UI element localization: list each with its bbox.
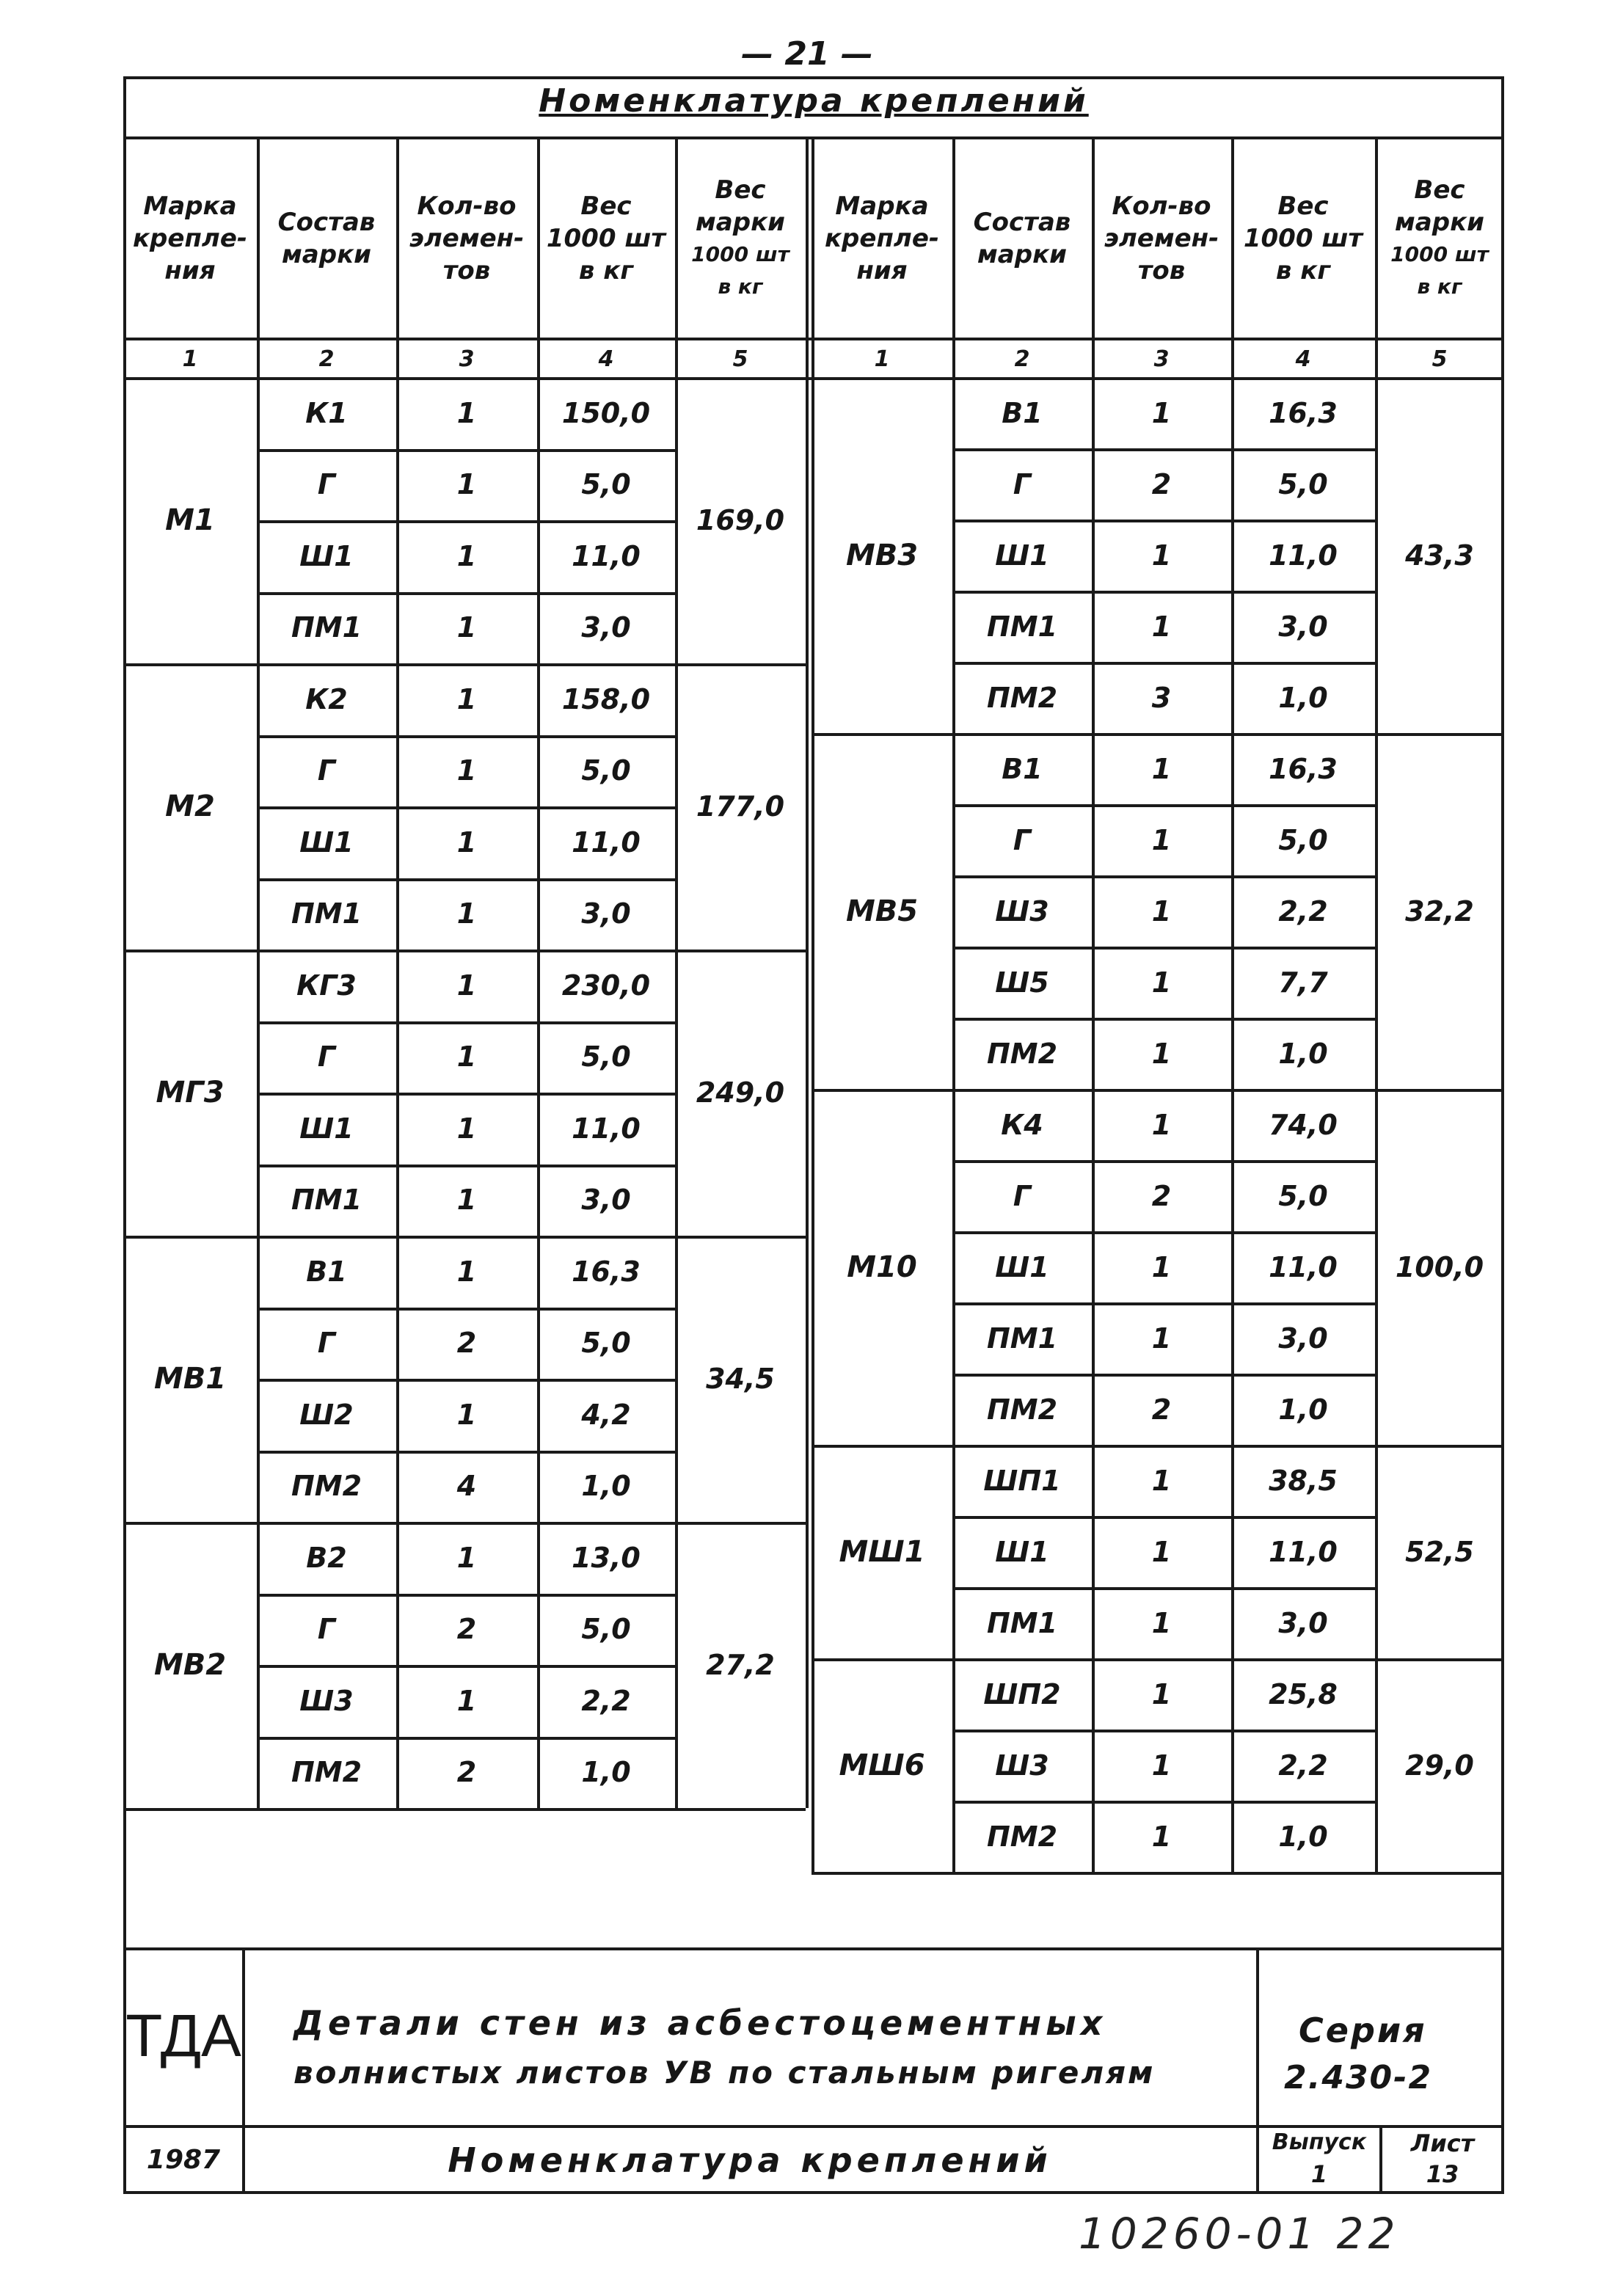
sheet-value: 13 — [1426, 2160, 1459, 2188]
right-mark-total: 43,3 — [1405, 539, 1474, 572]
right-table-cell: 1,0 — [1278, 1037, 1328, 1070]
right-table-cell: 16,3 — [1269, 752, 1338, 785]
right-table-cell: 1 — [1151, 966, 1172, 999]
left-table-cell: ПМ2 — [291, 1756, 362, 1789]
right-header-composition-line: марки — [977, 240, 1067, 269]
right-row-line — [952, 448, 1375, 451]
left-column-line — [396, 139, 399, 1808]
left-row-line — [257, 1093, 675, 1096]
right-table-cell: 7,7 — [1278, 966, 1328, 999]
right-header-markweight — [1375, 139, 1504, 338]
right-table-cell: 11,0 — [1269, 539, 1338, 572]
right-row-line — [952, 875, 1375, 878]
right-table-cell: 1 — [1151, 1677, 1172, 1710]
right-header-markweight-line: Вес — [1414, 175, 1465, 205]
right-table-cell: 1 — [1151, 752, 1172, 785]
left-table-cell: ПМ2 — [291, 1470, 362, 1503]
description-line-2: волнистых листов УВ по стальным ригелям — [293, 2055, 1156, 2091]
right-mark-total: 52,5 — [1405, 1535, 1474, 1568]
left-row-line — [257, 1594, 675, 1597]
right-table-cell: 2,2 — [1278, 1749, 1328, 1782]
right-mark-cell: М10 — [847, 1250, 917, 1284]
left-table-cell: 1 — [456, 539, 477, 572]
right-table-cell: 1 — [1151, 823, 1172, 856]
right-column-line — [1092, 139, 1095, 1872]
right-table-cell: 1,0 — [1278, 1820, 1328, 1853]
right-table-cell: 5,0 — [1278, 467, 1328, 500]
left-header-mark — [123, 139, 257, 338]
left-table-cell: 4,2 — [581, 1398, 631, 1431]
left-header-count — [396, 139, 537, 338]
left-table-cell: В2 — [306, 1541, 347, 1574]
right-mark-cell: МШ6 — [839, 1748, 925, 1782]
left-table-cell: 1 — [456, 1541, 477, 1574]
left-header-count-line: тов — [442, 256, 491, 285]
right-row-line — [952, 1801, 1375, 1804]
left-table-cell: 3,0 — [581, 897, 631, 930]
left-table-cell: 5,0 — [581, 754, 631, 787]
left-row-line — [257, 520, 675, 523]
right-header-composition-line: Состав — [973, 208, 1071, 237]
left-row-line — [257, 449, 675, 452]
left-row-line — [257, 1379, 675, 1382]
left-table-cell: 1 — [456, 969, 477, 1002]
right-row-line — [952, 591, 1375, 594]
right-row-line — [952, 804, 1375, 807]
right-table-cell: 1 — [1151, 1037, 1172, 1070]
sheet-label: Лист — [1410, 2129, 1475, 2157]
right-table-cell: 2,2 — [1278, 894, 1328, 927]
left-table-cell: 1 — [456, 1684, 477, 1717]
right-mark-total: 32,2 — [1405, 894, 1474, 927]
sheet-title: Номенклатура креплений — [448, 2140, 1052, 2180]
right-header-weight1000-line: Вес — [1277, 192, 1329, 221]
left-header-mark-line: Марка — [143, 192, 237, 221]
right-table-cell: 1 — [1151, 396, 1172, 429]
right-column-number: 5 — [1432, 346, 1448, 372]
left-table-cell: 11,0 — [572, 539, 641, 572]
left-header-count-line: Кол-во — [417, 192, 517, 221]
title-block-series-divider — [1256, 1947, 1259, 2194]
left-table-cell: 1 — [456, 897, 477, 930]
left-header-markweight-line: марки — [696, 208, 785, 237]
right-table-cell: ПМ2 — [986, 1393, 1058, 1426]
left-header-mark-line: ния — [164, 256, 216, 285]
left-table-cell: 1 — [456, 682, 477, 715]
right-header-mark-line: ния — [856, 256, 908, 285]
left-column-number: 4 — [598, 346, 614, 372]
left-column-line — [257, 139, 260, 1808]
right-row-line — [952, 1160, 1375, 1163]
left-table-cell: ПМ1 — [291, 897, 362, 930]
left-row-line — [257, 1021, 675, 1024]
left-table-cell: 3,0 — [581, 1184, 631, 1217]
right-table-cell: В1 — [1002, 752, 1043, 785]
left-table-cell: Ш1 — [299, 1112, 354, 1145]
right-table-cell: Г — [1013, 467, 1032, 500]
right-column-number: 4 — [1295, 346, 1311, 372]
right-table-cell: 1 — [1151, 1464, 1172, 1497]
left-table-cell: 5,0 — [581, 468, 631, 501]
left-header-markweight-line: 1000 шт — [691, 242, 789, 266]
right-column-number: 2 — [1014, 346, 1030, 372]
organization-logo: ТДА — [125, 2002, 241, 2069]
left-table-cell: 4 — [456, 1470, 477, 1503]
right-row-line — [952, 1516, 1375, 1519]
right-table-cell: Ш5 — [995, 966, 1049, 999]
left-table-cell: 16,3 — [572, 1255, 641, 1288]
right-table-cell: 1 — [1151, 1535, 1172, 1568]
left-header-markweight-line: Вес — [715, 175, 766, 205]
right-table-cell: 1 — [1151, 1606, 1172, 1639]
right-header-mark — [812, 139, 952, 338]
left-mark-total: 249,0 — [696, 1076, 785, 1109]
right-row-line — [952, 520, 1375, 522]
left-column-number: 2 — [318, 346, 335, 372]
left-mark-total: 27,2 — [706, 1649, 775, 1681]
left-column-number: 1 — [182, 346, 198, 372]
issue-value: 1 — [1310, 2160, 1328, 2188]
right-column-number: 1 — [874, 346, 890, 372]
left-mark-cell: МВ1 — [153, 1362, 227, 1396]
left-table-cell: 3,0 — [581, 611, 631, 644]
left-row-line — [257, 878, 675, 881]
left-header-mark-line: крепле- — [132, 224, 248, 253]
left-group-line — [123, 1808, 806, 1811]
right-table-cell: 3 — [1151, 681, 1172, 714]
left-table-cell: Г — [317, 1327, 336, 1360]
right-header-markweight-line: марки — [1395, 208, 1484, 237]
right-table-cell: К4 — [1001, 1108, 1043, 1141]
left-table-cell: 2 — [456, 1327, 477, 1360]
left-mark-cell: МВ2 — [153, 1648, 227, 1682]
right-table-cell: Ш1 — [995, 539, 1049, 572]
right-table-cell: 1 — [1151, 610, 1172, 643]
left-header-count-line: элемен- — [409, 224, 525, 253]
left-table-cell: Ш1 — [299, 539, 354, 572]
page-number: — 21 — — [741, 35, 873, 73]
right-table-cell: Ш3 — [995, 894, 1049, 927]
right-header-weight1000 — [1231, 139, 1375, 338]
right-table-cell: 2 — [1151, 467, 1172, 500]
left-table-cell: Ш2 — [299, 1398, 354, 1431]
left-table-cell: Г — [317, 1041, 336, 1074]
left-table-cell: К1 — [305, 396, 348, 429]
series-value: 2.430-2 — [1284, 2059, 1433, 2096]
right-table-cell: 3,0 — [1278, 1322, 1328, 1355]
left-column-line — [675, 139, 678, 1808]
left-table-cell: 150,0 — [561, 396, 651, 429]
left-table-cell: Г — [317, 468, 336, 501]
left-column-number: 3 — [459, 346, 475, 372]
left-table-cell: 2 — [456, 1613, 477, 1646]
left-row-line — [257, 1665, 675, 1668]
left-column-number: 5 — [732, 346, 748, 372]
right-column-line — [1231, 139, 1234, 1872]
right-header-mark-line: крепле- — [824, 224, 940, 253]
left-table-cell: 1 — [456, 1398, 477, 1431]
left-table-cell: 11,0 — [572, 826, 641, 859]
left-row-line — [257, 1737, 675, 1740]
right-table-cell: ПМ1 — [986, 610, 1058, 643]
right-row-line — [952, 947, 1375, 950]
left-table-cell: 1,0 — [581, 1470, 631, 1503]
right-table-cell: ПМ2 — [986, 1820, 1058, 1853]
left-column-line — [537, 139, 540, 1808]
series-label: Серия — [1299, 2011, 1427, 2050]
left-header-weight1000-line: Вес — [580, 192, 632, 221]
left-table-cell: 13,0 — [572, 1541, 641, 1574]
right-mark-cell: МШ1 — [839, 1534, 925, 1569]
right-table-cell: 3,0 — [1278, 610, 1328, 643]
right-table-cell: Ш1 — [995, 1535, 1049, 1568]
right-header-markweight-line: в кг — [1417, 274, 1462, 299]
left-table-cell: 2,2 — [581, 1684, 631, 1717]
left-table-cell: Ш3 — [299, 1684, 354, 1717]
right-table-cell: 38,5 — [1269, 1464, 1338, 1497]
right-table-cell: 25,8 — [1269, 1677, 1338, 1710]
right-table-cell: 1 — [1151, 539, 1172, 572]
left-table-cell: 1 — [456, 1041, 477, 1074]
left-header-composition-line: Состав — [277, 208, 376, 237]
left-header-weight1000-line: в кг — [578, 256, 634, 285]
left-mark-total: 169,0 — [696, 504, 785, 536]
left-row-line — [257, 1165, 675, 1167]
left-mark-cell: МГ3 — [156, 1076, 225, 1109]
left-row-line — [257, 735, 675, 738]
right-table-cell: ПМ2 — [986, 681, 1058, 714]
left-table-cell: Г — [317, 1613, 336, 1646]
left-mark-cell: М2 — [165, 790, 215, 823]
right-table-cell: 5,0 — [1278, 1179, 1328, 1212]
right-table-cell: 16,3 — [1269, 396, 1338, 429]
right-mark-total: 29,0 — [1405, 1749, 1474, 1782]
right-row-line — [952, 1587, 1375, 1590]
right-table-cell: 2 — [1151, 1393, 1172, 1426]
left-table-cell: 1 — [456, 826, 477, 859]
right-column-line — [1375, 139, 1378, 1872]
left-header-composition — [257, 139, 396, 338]
right-table-cell: 2 — [1151, 1179, 1172, 1212]
right-header-count-line: Кол-во — [1112, 192, 1211, 221]
right-row-line — [952, 662, 1375, 665]
left-table-cell: К2 — [305, 682, 348, 715]
right-row-line — [952, 1231, 1375, 1234]
right-table-cell: ШП2 — [983, 1677, 1061, 1710]
left-table-cell: 1 — [456, 396, 477, 429]
right-column-number: 3 — [1153, 346, 1170, 372]
left-mark-total: 34,5 — [706, 1363, 775, 1395]
right-mark-cell: МВ5 — [845, 894, 919, 928]
right-row-line — [952, 1730, 1375, 1732]
left-row-line — [257, 1451, 675, 1454]
right-table-cell: ПМ1 — [986, 1606, 1058, 1639]
right-table-cell: 3,0 — [1278, 1606, 1328, 1639]
right-table-cell: ПМ1 — [986, 1322, 1058, 1355]
left-table-cell: Г — [317, 754, 336, 787]
left-header-weight1000-line: 1000 шт — [546, 224, 666, 253]
year: 1987 — [146, 2144, 221, 2175]
right-group-line — [812, 1872, 1504, 1875]
left-table-cell: ПМ1 — [291, 611, 362, 644]
right-table-cell: 1 — [1151, 1749, 1172, 1782]
left-table-cell: 2 — [456, 1756, 477, 1789]
right-header-mark-line: Марка — [835, 192, 929, 221]
left-header-weight1000 — [537, 139, 675, 338]
right-table-cell: 74,0 — [1269, 1108, 1338, 1141]
table-divider-line — [812, 139, 814, 1872]
left-row-line — [257, 806, 675, 809]
right-row-line — [952, 1302, 1375, 1305]
left-table-cell: 1 — [456, 611, 477, 644]
left-table-cell: В1 — [306, 1255, 347, 1288]
right-table-cell: 11,0 — [1269, 1250, 1338, 1283]
right-table-cell: 1,0 — [1278, 1393, 1328, 1426]
left-table-cell: 230,0 — [561, 969, 651, 1002]
right-table-cell: 1 — [1151, 1820, 1172, 1853]
left-table-cell: КГ3 — [296, 969, 357, 1002]
right-header-composition — [952, 139, 1092, 338]
table-divider-line — [806, 139, 809, 1808]
right-mark-total: 100,0 — [1395, 1250, 1484, 1283]
left-row-line — [257, 1308, 675, 1311]
right-table-cell: ПМ2 — [986, 1037, 1058, 1070]
left-table-cell: 11,0 — [572, 1112, 641, 1145]
title-block-top — [123, 1947, 1504, 1950]
right-table-cell: ШП1 — [983, 1464, 1061, 1497]
right-column-line — [952, 139, 955, 1872]
right-table-cell: Ш1 — [995, 1250, 1049, 1283]
left-row-line — [257, 592, 675, 595]
right-mark-cell: МВ3 — [845, 538, 919, 572]
right-header-count — [1092, 139, 1231, 338]
right-header-weight1000-line: 1000 шт — [1243, 224, 1363, 253]
right-table-cell: Г — [1013, 823, 1032, 856]
right-table-cell: В1 — [1002, 396, 1043, 429]
right-table-cell: 1 — [1151, 1108, 1172, 1141]
description-line-1: Детали стен из асбестоцементных — [293, 2003, 1107, 2043]
issue-label: Выпуск — [1272, 2129, 1367, 2155]
right-row-line — [952, 1018, 1375, 1021]
left-table-cell: 5,0 — [581, 1613, 631, 1646]
left-header-composition-line: марки — [282, 240, 371, 269]
left-mark-cell: М1 — [165, 503, 215, 537]
right-table-cell: 1,0 — [1278, 681, 1328, 714]
right-header-count-line: элемен- — [1104, 224, 1219, 253]
left-table-cell: ПМ1 — [291, 1184, 362, 1217]
right-row-line — [952, 1374, 1375, 1377]
right-header-weight1000-line: в кг — [1275, 256, 1331, 285]
right-header-markweight-line: 1000 шт — [1390, 242, 1489, 266]
right-table-cell: Ш3 — [995, 1749, 1049, 1782]
left-table-cell: 5,0 — [581, 1327, 631, 1360]
right-table-cell: Г — [1013, 1179, 1032, 1212]
right-header-count-line: тов — [1137, 256, 1186, 285]
footer-archive-code: 10260-01 22 — [1079, 2209, 1400, 2259]
left-table-cell: 1,0 — [581, 1756, 631, 1789]
right-table-cell: 5,0 — [1278, 823, 1328, 856]
left-header-markweight — [675, 139, 806, 338]
left-table-cell: 1 — [456, 754, 477, 787]
right-table-cell: 1 — [1151, 894, 1172, 927]
left-table-cell: 1 — [456, 1255, 477, 1288]
left-table-cell: 158,0 — [561, 682, 651, 715]
table-title: Номенклатура креплений — [539, 82, 1089, 120]
left-table-cell: 1 — [456, 1184, 477, 1217]
left-header-markweight-line: в кг — [718, 274, 763, 299]
left-mark-total: 177,0 — [696, 790, 785, 823]
right-table-cell: 11,0 — [1269, 1535, 1338, 1568]
right-table-cell: 1 — [1151, 1250, 1172, 1283]
left-table-cell: 1 — [456, 468, 477, 501]
left-table-cell: 1 — [456, 1112, 477, 1145]
left-table-cell: Ш1 — [299, 826, 354, 859]
left-table-cell: 5,0 — [581, 1041, 631, 1074]
right-table-cell: 1 — [1151, 1322, 1172, 1355]
